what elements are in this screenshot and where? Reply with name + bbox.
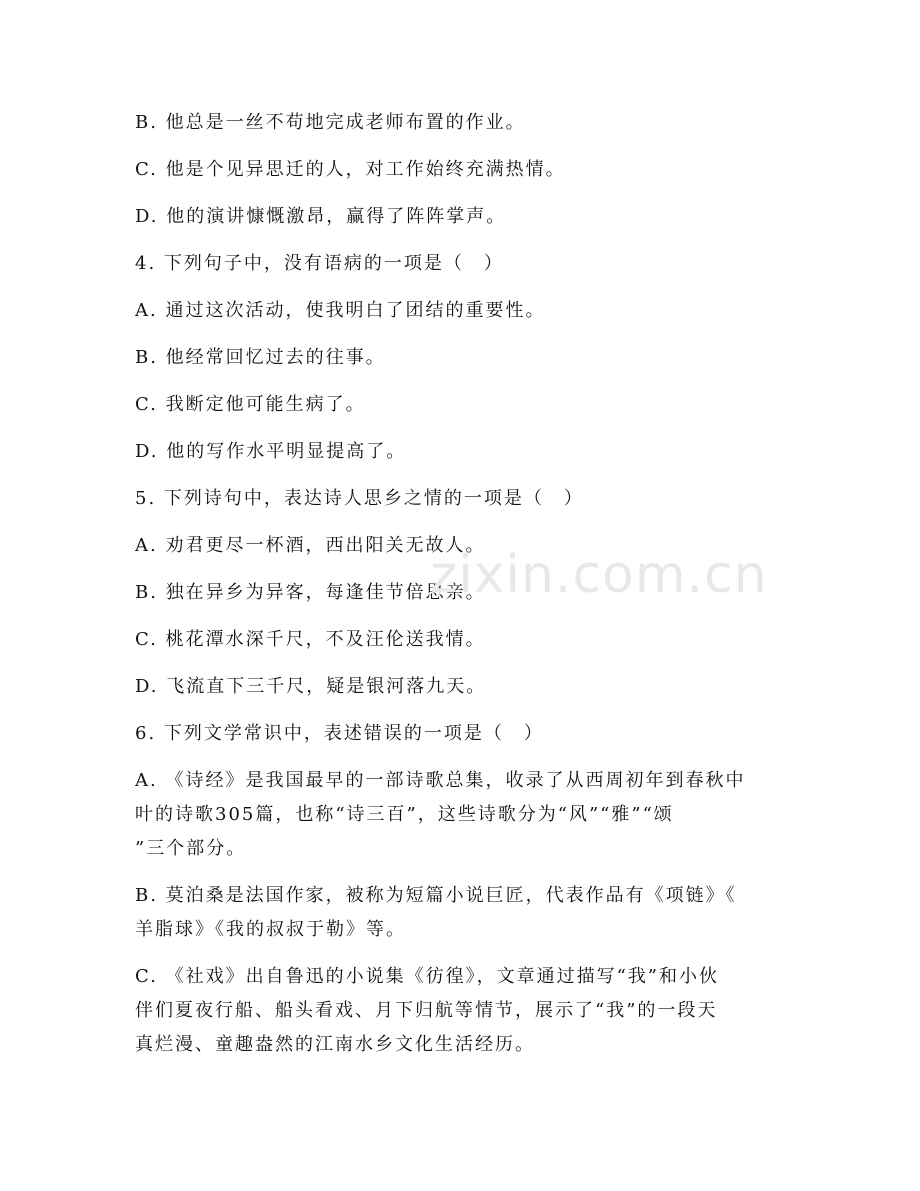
question-6-stem: 6. 下列文学常识中，表述错误的一项是（ ） <box>135 723 544 744</box>
q5-option-b: B. 独在异乡为异客，每逢佳节倍思亲。 <box>135 582 486 603</box>
option-c-line: C. 他是个见异思迁的人，对工作始终充满热情。 <box>135 159 566 180</box>
question-4-stem: 4. 下列句子中，没有语病的一项是（ ） <box>135 253 504 274</box>
q5-option-c: C. 桃花潭水深千尺，不及汪伦送我情。 <box>135 629 486 650</box>
q6-option-a-line-2: 叶的诗歌305篇，也称“诗三百”，这些诗歌分为“风”“雅”“颂 <box>135 804 674 825</box>
q4-option-d: D. 他的写作水平明显提高了。 <box>135 441 407 462</box>
q4-option-b: B. 他经常回忆过去的往事。 <box>135 347 386 368</box>
q6-option-b <box>135 879 785 947</box>
option-d-line: D. 他的演讲慷慨激昂，赢得了阵阵掌声。 <box>135 206 507 227</box>
q6-option-c-line-2: 伴们夏夜行船、船头看戏、月下归航等情节，展示了“我”的一段天 <box>135 1000 718 1021</box>
q6-option-c <box>135 960 785 1062</box>
watermark-text: zixin.com.cn <box>430 545 768 605</box>
q4-option-c: C. 我断定他可能生病了。 <box>135 394 366 415</box>
question-5-stem: 5. 下列诗句中，表达诗人思乡之情的一项是（ ） <box>135 488 584 509</box>
question-content <box>135 106 785 1075</box>
q6-option-a-line-3: ”三个部分。 <box>135 838 247 859</box>
q6-option-b-line-1: B. 莫泊桑是法国作家，被称为短篇小说巨匠，代表作品有《项链》《 <box>135 885 737 906</box>
q5-option-a: A. 劝君更尽一杯酒，西出阳关无故人。 <box>135 535 486 556</box>
option-b-line: B. 他总是一丝不苟地完成老师布置的作业。 <box>135 112 526 133</box>
q6-option-c-line-3: 真烂漫、童趣盎然的江南水乡文化生活经历。 <box>135 1034 535 1055</box>
q4-option-a: A. 通过这次活动，使我明白了团结的重要性。 <box>135 300 546 321</box>
q5-option-d: D. 飞流直下三千尺，疑是银河落九天。 <box>135 676 487 697</box>
q6-option-b-line-2: 羊脂球》《我的叔叔于勒》等。 <box>135 919 406 940</box>
q6-option-c-line-1: C. 《社戏》出自鲁迅的小说集《彷徨》，文章通过描写“我”和小伙 <box>135 966 719 987</box>
q6-option-a-line-1: A. 《诗经》是我国最早的一部诗歌总集，收录了从西周初年到春秋中 <box>135 770 746 791</box>
q6-option-a <box>135 764 785 866</box>
